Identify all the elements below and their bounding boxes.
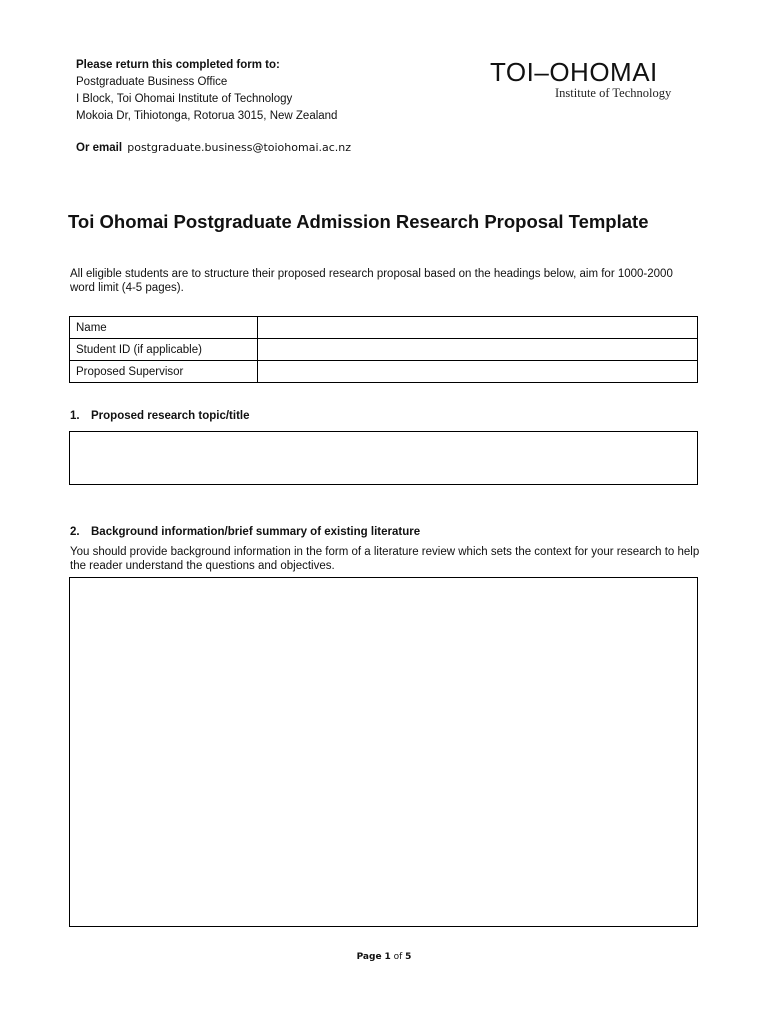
return-address-block xyxy=(76,57,337,125)
section-1-number: 1. xyxy=(70,410,80,422)
section-2-description: You should provide background information in the form of a literature review which sets the context for your research to help the reader understand the questions and objectives. xyxy=(70,546,700,572)
table-row xyxy=(70,339,698,361)
student-info-table xyxy=(69,316,698,383)
logo-subtitle: Institute of Technology xyxy=(555,86,672,100)
return-line-2: I Block, Toi Ohomai Institute of Technology xyxy=(76,93,293,105)
supervisor-label: Proposed Supervisor xyxy=(70,361,258,383)
institution-logo xyxy=(490,58,690,100)
section-2-number: 2. xyxy=(70,526,80,538)
email-line xyxy=(76,141,351,154)
page-number xyxy=(0,952,768,962)
email-label: Or email xyxy=(76,142,123,154)
name-label: Name xyxy=(70,317,258,339)
return-line-1: Postgraduate Business Office xyxy=(76,76,228,88)
page-current: 1 xyxy=(384,952,391,962)
table-row xyxy=(70,317,698,339)
page-title: Toi Ohomai Postgraduate Admission Research Proposal Template xyxy=(68,211,649,232)
table-row xyxy=(70,361,698,383)
section-2-title: Background information/brief summary of existing literature xyxy=(91,526,421,538)
page-label: Page xyxy=(356,952,382,962)
student-id-label: Student ID (if applicable) xyxy=(70,339,258,361)
student-id-field[interactable] xyxy=(258,339,698,361)
background-info-box[interactable] xyxy=(69,577,698,927)
section-1-heading xyxy=(70,410,250,422)
email-address: postgraduate.business@toiohomai.ac.nz xyxy=(127,141,352,154)
logo-wordmark: TOI–OHOMAI xyxy=(490,57,658,87)
intro-text: All eligible students are to structure their proposed research proposal based on the headings below, aim for 1000-2000 word limit (4-5 pages). xyxy=(70,268,673,294)
return-line-3: Mokoia Dr, Tihiotonga, Rotorua 3015, New Zealand xyxy=(76,110,338,122)
name-field[interactable] xyxy=(258,317,698,339)
section-1-title: Proposed research topic/title xyxy=(91,410,250,422)
page-total: 5 xyxy=(405,952,412,962)
section-2-heading xyxy=(70,526,420,538)
return-heading: Please return this completed form to: xyxy=(76,59,280,71)
supervisor-field[interactable] xyxy=(258,361,698,383)
page-of: of xyxy=(393,952,403,962)
research-topic-box[interactable] xyxy=(69,431,698,485)
